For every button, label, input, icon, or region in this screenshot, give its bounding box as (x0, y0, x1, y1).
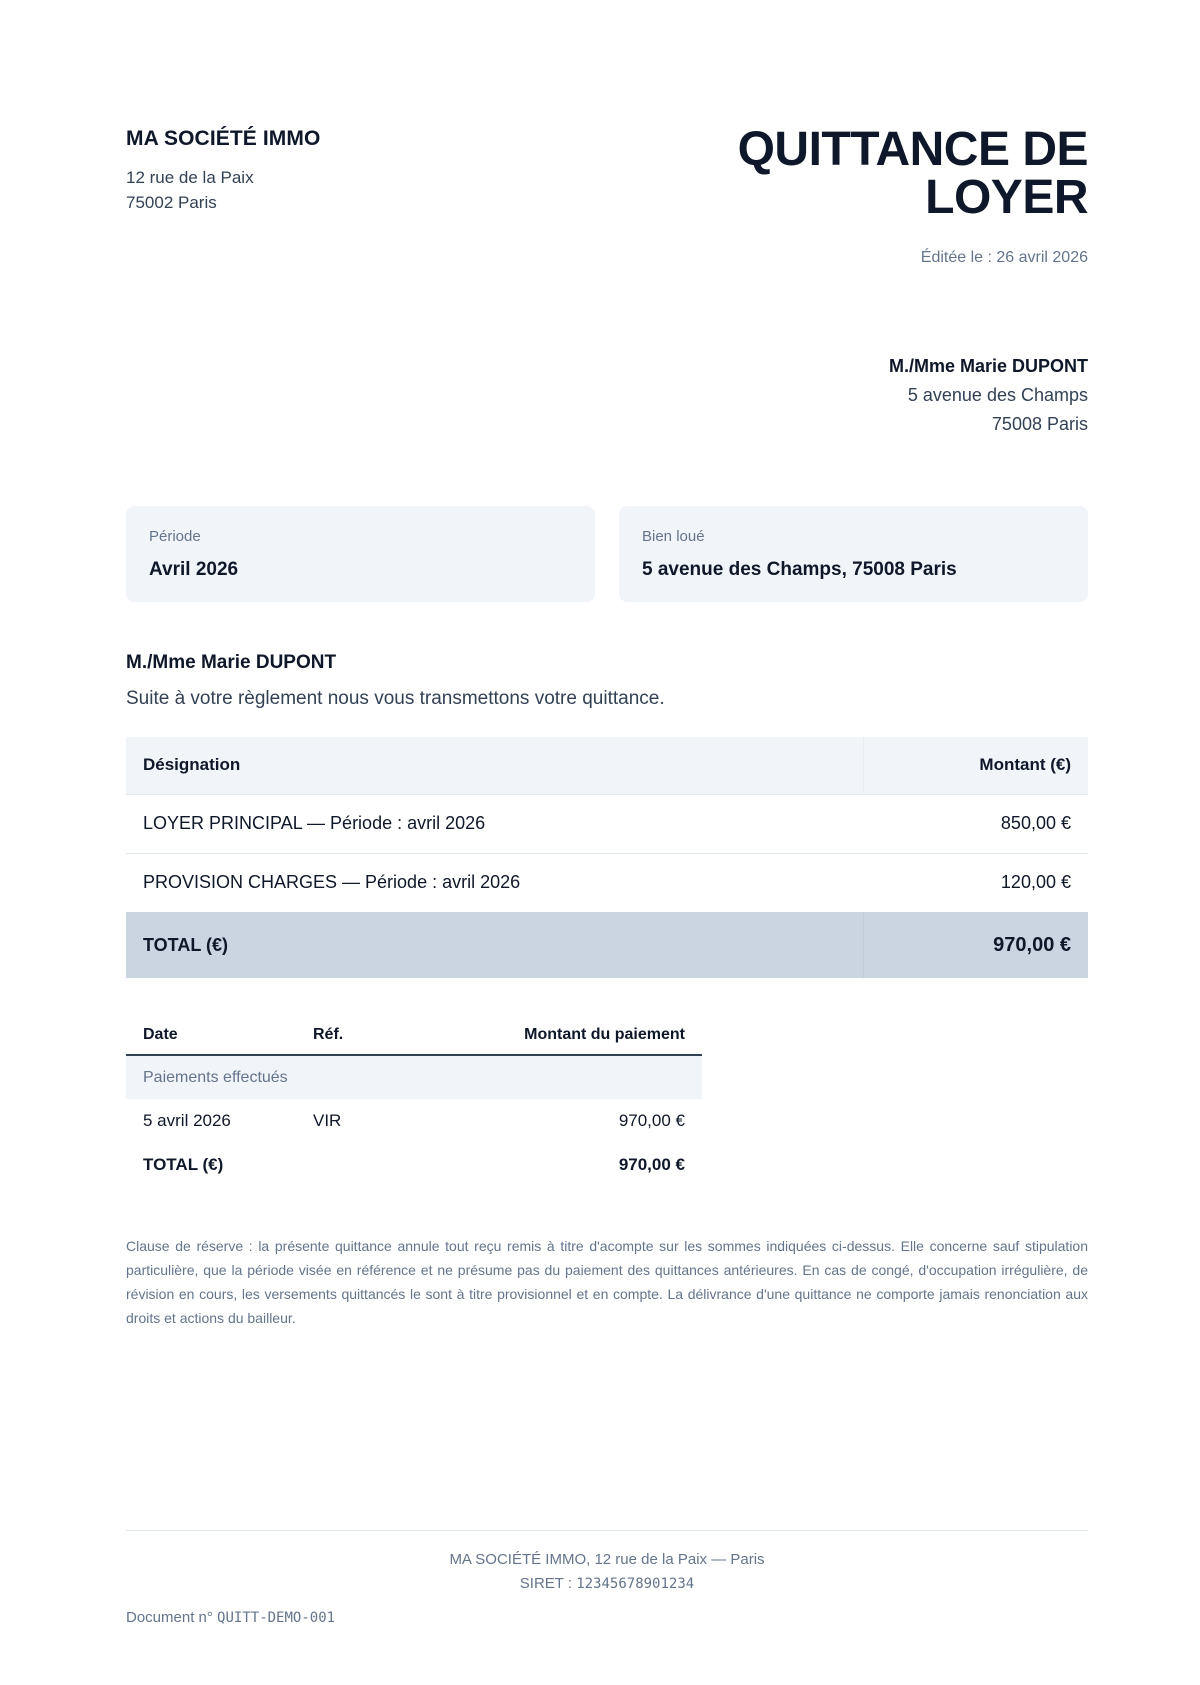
amount-header: Montant (€) (863, 737, 1088, 794)
charges-header-row (126, 737, 1088, 794)
charges-total-row (126, 912, 1088, 978)
period-box (126, 506, 595, 602)
footer-siret (126, 1572, 1088, 1596)
payments-total-amount: 970,00 € (618, 1155, 685, 1174)
payment-amount-header: Montant du paiement (416, 1015, 702, 1055)
property-label: Bien loué (642, 528, 705, 545)
payments-total-row (126, 1143, 702, 1187)
company-name: MA SOCIÉTÉ IMMO (126, 127, 321, 150)
document-title (668, 123, 1088, 224)
info-boxes (126, 506, 1088, 602)
title-block (668, 123, 1088, 267)
footer-company-line: MA SOCIÉTÉ IMMO, 12 rue de la Paix — Paris (449, 1551, 765, 1568)
company-address-line1: 12 rue de la Paix (126, 168, 254, 187)
payments-header-row (126, 1015, 702, 1055)
payments-section-label: Paiements effectués (126, 1055, 702, 1099)
charges-total-label: TOTAL (€) (126, 912, 863, 978)
payments-total-spacer (296, 1143, 416, 1187)
greeting-text: Suite à votre règlement nous vous transmettons votre quittance. (126, 688, 665, 709)
payments-table (126, 1015, 702, 1187)
table-row (126, 853, 1088, 912)
footer-divider (126, 1530, 1088, 1531)
siret-value: 12345678901234 (576, 1576, 695, 1592)
reserve-clause: Clause de réserve : la présente quittance annule tout reçu remis à titre d'acompte sur les sommes indiquées ci-dessus. Elle concerne sauf stipulation particulière, que la période visée en référence et ne présume pas du paiement des quittances antérieures. En cas de congé, d'occupation irrégulière, de révision en cours, les versements quittancés le sont à titre provisionnel et en compte. La délivrance d'une quittance ne comporte jamais renonciation aux droits et actions du bailleur. (126, 1238, 1088, 1326)
charges-total-amount: 970,00 € (863, 912, 1088, 978)
greeting-name: M./Mme Marie DUPONT (126, 652, 337, 673)
payment-ref: VIR (313, 1111, 342, 1130)
charge-amount: 120,00 € (863, 853, 1088, 912)
recipient-name: M./Mme Marie DUPONT (888, 356, 1088, 376)
docnum-value: QUITT-DEMO-001 (217, 1610, 336, 1626)
recipient-block (889, 352, 1088, 439)
document-title-line1: QUITTANCE DE (737, 123, 1088, 176)
document-number (126, 1609, 335, 1626)
designation-header: Désignation (126, 737, 863, 794)
docnum-label: Document n° (126, 1609, 218, 1626)
charge-designation: PROVISION CHARGES — Période : avril 2026 (126, 853, 863, 912)
recipient-address-line2: 75008 Paris (991, 414, 1088, 434)
footer (126, 1548, 1088, 1596)
payment-amount: 970,00 € (618, 1111, 685, 1130)
period-label: Période (149, 528, 201, 545)
table-row (126, 1099, 702, 1143)
charge-designation: LOYER PRINCIPAL — Période : avril 2026 (126, 794, 863, 853)
recipient-address-line1: 5 avenue des Champs (907, 385, 1088, 405)
payment-ref-header: Réf. (296, 1015, 416, 1055)
payments-section-row (126, 1055, 702, 1099)
charges-table (126, 737, 1088, 978)
receipt-page (126, 0, 1088, 1685)
charge-amount: 850,00 € (863, 794, 1088, 853)
period-value: Avril 2026 (149, 559, 239, 580)
payments-total-label: TOTAL (€) (143, 1155, 224, 1174)
company-address (126, 165, 320, 215)
edited-date: Éditée le : 26 avril 2026 (920, 249, 1088, 266)
siret-label: SIRET : (519, 1575, 577, 1592)
company-address-line2: 75002 Paris (126, 193, 217, 212)
property-value: 5 avenue des Champs, 75008 Paris (642, 559, 957, 580)
table-row (126, 794, 1088, 853)
company-block (126, 127, 320, 215)
document-title-line2: LOYER (925, 171, 1088, 224)
payment-date-header: Date (126, 1015, 296, 1055)
property-box (619, 506, 1088, 602)
payment-date: 5 avril 2026 (143, 1111, 231, 1130)
